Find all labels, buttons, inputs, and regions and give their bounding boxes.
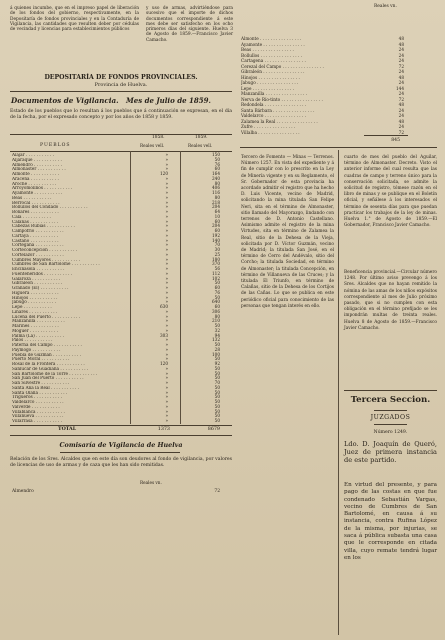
town-name: Jabugo . . . . . . . . . . . . . . . . — [241, 80, 299, 85]
amount-1859: 70 — [214, 242, 220, 248]
total-1859: 8679 — [207, 427, 220, 432]
amount-1859: 50 — [214, 342, 220, 347]
amount-1859: 50 — [214, 370, 220, 376]
town-name: Cerezal del Campo . . . . . . . . . . . . . . . . — [241, 63, 324, 69]
town-name: Palma (La) . . . . . . . . . . . — [12, 333, 65, 338]
amount-1859: 60 — [214, 304, 220, 309]
amount: 24 — [398, 113, 404, 118]
town-name: Almonte . . . . . . . . . . . . . . . . — [241, 36, 302, 41]
amount-1858: » — [165, 237, 168, 243]
amount-1859: 192 — [212, 232, 220, 238]
amount-1859: 50 — [214, 418, 220, 423]
amount-1858: » — [165, 285, 168, 290]
town-name: Galaroza . . . . . . . . . . . — [12, 276, 61, 281]
amount-1859: 60 — [214, 218, 220, 224]
documents-title: Documentos de Vigilancia. — [11, 96, 119, 105]
town-name: Castaño . . . . . . . . . . . — [12, 238, 59, 243]
amount-1859: 164 — [212, 171, 220, 176]
town-name: Bollullos del Condado . . . . . . . . . . . — [12, 205, 88, 210]
town-name: Paymogo . . . . . . . . . . . — [12, 347, 61, 352]
town-name: Cabezas Rubias . . . . . . . . . . . — [12, 224, 75, 229]
tercera-seccion-title: Tercera Seccion. — [350, 395, 431, 405]
amount-1858: » — [165, 418, 168, 423]
amount: 24 — [398, 80, 404, 85]
amount-1859: 132 — [212, 337, 220, 343]
amount-1858: 120 — [160, 171, 168, 176]
divider — [10, 91, 232, 92]
amount-1858: » — [165, 380, 168, 385]
intro-notice-left: á quienes incumbe, que en el impreso papel de liberación de los fondos del gobierno, respectivamente, en la Depositaría de fondos provinciales y en la Contaduría de Vigilancia, las cantidades que resulten deber por cédulas de vecindad y licencias para establecimientos públicos — [10, 6, 139, 33]
amount-1858: » — [165, 213, 168, 219]
town-name: Cortelazor . . . . . . . . . . . — [12, 252, 64, 257]
amount: 24 — [398, 107, 404, 113]
amount-1859: 218 — [212, 199, 220, 205]
amount: 72 — [398, 96, 404, 102]
town-name: Jabugo . . . . . . . . . . . — [12, 300, 57, 305]
column-header-reales-1859: Reales vell. — [188, 143, 213, 148]
amount-1859: 640 — [212, 299, 220, 305]
town-name: Valverde . . . . . . . . . . . — [12, 404, 60, 409]
town-name: Ayamonte . . . . . . . . . . . . . . . . — [241, 41, 305, 47]
amount-1858: » — [165, 408, 168, 414]
amount-1859: 50 — [214, 323, 220, 328]
amount-1858: 303 — [160, 332, 168, 338]
depositaria-subtitle: Provincia de Huelva. — [94, 82, 148, 88]
amount-1859: 76 — [214, 289, 220, 295]
amount-1859: 150 — [212, 152, 220, 157]
town-name: Rosal de la Frontera . . . . . . . . . . . — [12, 362, 85, 366]
town-name: Hinojos . . . . . . . . . . . . . . . . — [241, 74, 300, 80]
town-name: Santa Olalla . . . . . . . . . . . — [12, 390, 68, 395]
town-name: Campofrío . . . . . . . . . . . — [12, 229, 64, 233]
town-name: Aljaraque . . . . . . . . . . . — [12, 157, 62, 162]
town-name: Gibraleón . . . . . . . . . . . — [12, 281, 63, 286]
amount-1858: » — [165, 399, 168, 404]
amount-1859: 50 — [214, 394, 220, 400]
amount-1858: » — [165, 299, 168, 305]
amount-1858: » — [165, 218, 168, 224]
amount-1858: » — [165, 323, 168, 328]
intro-notice-middle: y uso de armas, advirtiéndose para sucesivo que el importe de dichos documentos correspondiente á este mes debe ser satisfecho en los ocho primeros días del siguiente. Huelva 3 de Agosto de 1859.—Francisco Javier Camacho. — [146, 6, 233, 43]
town-name: Santa Ana la Real . . . . . . . . . . . — [12, 385, 80, 390]
amount-1858: » — [165, 228, 168, 233]
amount-1858: » — [165, 313, 168, 319]
amount: 48 — [398, 74, 404, 80]
amount-1859: 50 — [214, 389, 220, 395]
amount: 24 — [398, 91, 404, 96]
amount-1858: » — [165, 356, 168, 362]
minas-text: Tercero de Fomento — Minas — Terrenos. Número 1257. En vista del expediente y á fin de cumplir con lo prescrito en la Ley de Minería vigente y en su Reglamento, el Sr. Gobernador de esta provincia ha acordado admitir el registro que ha hecho D. Luis Vicente, vecino de Madrid, solicitando la mina titulada San Felipe Neri, sita en el término de Almonaster, sitio llamado del Mayorazgo, lindando con terrenos de D. Antonio Castellano. Asimismo admite el registro de la mina Virtudes, sita en término de Zalamea la Real, sitio de la Dehesa de la Vieja, solicitada por D. Víctor Guzmán, vecino de Madrid; la titulada San José, en el término de Cerro del Andévalo, sitio del Corcho; la titulada Sociedad, en término de Almonaster; la titulada Concepción, en término de Villanueva de las Cruces; y la titulada El Triunfo, en término de Calañas, sitio de la Dehesa de los Cortijos de las Cañas. Lo que se publica en este periódico oficial para conocimiento de las personas que tengan interés en ello. — [241, 155, 334, 309]
town-name: Fuenteheridos . . . . . . . . . . . — [12, 271, 73, 276]
amount-1858: » — [165, 394, 168, 400]
relacion-text: Relación de los Sres. Alcaldes que en este día son deudores al fondo de vigilancia, por valores de licencias de uso de armas y de caza que les han sido remitidas. — [10, 457, 232, 469]
depositaria-title: DEPOSITARÍA DE FONDOS PROVINCIALES. — [44, 74, 198, 81]
amount-1859: 370 — [212, 261, 220, 267]
town-name: Higuera . . . . . . . . . . . — [12, 290, 59, 295]
amount-1858: » — [165, 175, 168, 181]
right-debtors-list — [241, 36, 441, 135]
amount-1859: 50 — [214, 365, 220, 371]
amount-1858: » — [165, 223, 168, 229]
amount-1858: » — [165, 266, 168, 271]
amount: 72 — [398, 129, 404, 135]
town-name: Moguer . . . . . . . . . . . — [12, 328, 58, 333]
documents-intro: Estado de los pueblos que lo resultan á los pueblos que á continuación se expresan, en el día de la fecha, por el expresado concepto y por los años de 1858 y 1859. — [10, 109, 232, 121]
amount-1859: 102 — [212, 275, 220, 281]
amount: 48 — [398, 41, 404, 47]
town-name: Aracena . . . . . . . . . . . — [12, 176, 59, 181]
amount-1858: » — [165, 403, 168, 409]
town-name: Palos . . . . . . . . . . . — [12, 338, 53, 343]
amount-1859: 140 — [212, 237, 220, 243]
table-row — [12, 419, 232, 424]
town-name: Hinojos . . . . . . . . . . . — [12, 295, 58, 300]
amount-1859: 60 — [214, 166, 220, 172]
relacion-row-value: 72 — [214, 489, 220, 494]
amount-1859: 50 — [214, 375, 220, 381]
comisaria-title: Comisaría de Vigilancia de Huelva — [59, 441, 183, 449]
amount-1859: 50 — [214, 413, 220, 419]
divider — [10, 435, 232, 436]
table-bottom-rule — [10, 425, 232, 426]
amount-1858: » — [165, 180, 168, 186]
edicto-text: En virtud del presente, y para pago de las costas en que fue condenado Sebastián Vargas, vecino de Cumbres de San Bartolomé, en causa á su instancia, contra Rufina López de la misma, por injurias, se saca á pública subasta una casa que le corresponde en citada villa, cuyo remate tendrá lugar en los — [344, 482, 437, 561]
amount-1858: » — [165, 370, 168, 376]
right-column-header: Reales vn. — [374, 4, 397, 9]
amount: 24 — [398, 52, 404, 58]
town-name: Almendro . . . . . . . . . . . — [12, 162, 62, 167]
town-name: Granado (El) . . . . . . . . . . . — [12, 286, 69, 290]
town-name: Lepe . . . . . . . . . . . . . . . . — [241, 85, 295, 91]
amount-1858: 120 — [160, 361, 168, 366]
town-name: Ayamonte . . . . . . . . . . . — [12, 191, 63, 195]
decreto-text: cuarto de mes del pueblo del Aguilar, término de Almonaster. Decreto. Visto el anterior informe del cual resulta que las cuadras de campo y terreno único para la conservación solicitada, se admite la solicitud de registro, tómese razón en el libro de minas y se publique en el Boletín oficial, y señálese á los interesados el término de sesenta días para que puedan practicar los trabajos de la ley de minas. Huelva 1.° de Agosto de 1859.—El Gobernador, Francisco Javier Camacho. — [344, 155, 437, 229]
town-name: Linares . . . . . . . . . . . — [12, 309, 58, 314]
amount-1859: 50 — [214, 403, 220, 409]
town-name: Gibraleón . . . . . . . . . . . . . . . . — [241, 69, 305, 74]
column-header-reales-1858: Reales vell. — [140, 143, 165, 148]
town-name: Trigueros . . . . . . . . . . . — [12, 395, 62, 400]
amount-1859: 210 — [212, 318, 220, 324]
town-name: Cortegana . . . . . . . . . . . — [12, 243, 64, 248]
town-name: Berrocal . . . . . . . . . . . — [12, 200, 60, 205]
town-name: Puerto Moral . . . . . . . . . . . — [12, 357, 70, 362]
amount-1858: » — [165, 308, 168, 314]
town-name: Lepe . . . . . . . . . . . — [12, 305, 52, 309]
amount: 72 — [398, 63, 404, 69]
amount-1859: 180 — [212, 256, 220, 262]
town-name: Zalamea la Real . . . . . . . . . . . . . . . . — [241, 118, 318, 124]
documents-month: Mes de Julio de 1859. — [126, 96, 211, 105]
amount-1858: » — [165, 318, 168, 324]
amount-1858: » — [165, 166, 168, 172]
amount: 24 — [398, 124, 404, 129]
town-name: San Silvestre . . . . . . . . . . . — [12, 381, 70, 385]
amount-1859: 100 — [212, 351, 220, 357]
amount-1858: » — [165, 194, 168, 200]
total-1858: 1373 — [157, 427, 170, 432]
amount-1859: 56 — [214, 266, 220, 271]
town-name: Villanueva . . . . . . . . . . . — [12, 414, 64, 419]
amount-1858: » — [165, 185, 168, 191]
amount-1858: » — [165, 199, 168, 205]
town-name: Manzanilla . . . . . . . . . . . — [12, 319, 65, 324]
amount-1859: 406 — [212, 185, 220, 191]
amount-1859: 240 — [212, 175, 220, 181]
amount-1858: » — [165, 204, 168, 210]
year-1859: 1859. — [195, 135, 208, 140]
amount-1858: » — [165, 342, 168, 347]
table-header-rule — [10, 151, 232, 152]
town-name: Almonaster . . . . . . . . . . . — [12, 167, 66, 172]
total-label: TOTAL — [58, 426, 77, 432]
town-name: Villalba . . . . . . . . . . . . . . . . — [241, 129, 300, 135]
town-name: San Bartolomé de la Torre . . . . . . . . . . . — [12, 371, 98, 376]
town-name: Arroyomolinos . . . . . . . . . . . — [12, 186, 73, 191]
town-name: Villarrasa . . . . . . . . . . . — [12, 419, 62, 423]
town-name: Corteconcepción . . . . . . . . . . . — [12, 248, 78, 252]
amount: 24 — [398, 47, 404, 52]
amount-1859: 50 — [214, 156, 220, 162]
town-name: Manzanilla . . . . . . . . . . . . . . . . — [241, 91, 307, 96]
town-name: Marines . . . . . . . . . . . — [12, 324, 59, 328]
amount: 48 — [398, 118, 404, 124]
amount-1859: 32 — [214, 327, 220, 333]
amount-1858: » — [165, 275, 168, 281]
amount-1859: 50 — [214, 384, 220, 390]
town-name: Villablanca . . . . . . . . . . . — [12, 409, 65, 414]
amount-1859: 80 — [214, 313, 220, 319]
amount-1859: 204 — [212, 204, 220, 210]
amount-1858: 630 — [160, 304, 168, 309]
amount-1858: » — [165, 270, 168, 276]
amount-1859: 92 — [214, 361, 220, 366]
amount-1858: » — [165, 413, 168, 419]
amount: 48 — [398, 102, 404, 107]
amount-1858: » — [165, 261, 168, 267]
town-name: Cartaya . . . . . . . . . . . — [12, 233, 59, 238]
amount-1859: 70 — [214, 380, 220, 385]
right-total-rule — [364, 135, 408, 136]
amount-1858: » — [165, 351, 168, 357]
beneficencia-text: Beneficencia provincial.—Circular número 1248. Por último aviso prevengo á los Sres. Alcaldes que no hayan remitido la nómina de las amas de los niños expósitos correspondiente al mes de Julio próximo pasado, que si no cumplen con esta obligación en el término prefijado se les impondrán multas de treinta reales. Huelva 8 de Agosto de 1859.—Francisco Javier Camacho. — [344, 270, 437, 331]
town-name: Cartagena . . . . . . . . . . . . . . . . — [241, 58, 306, 63]
relacion-row-name: Almendro — [12, 489, 34, 494]
town-name: Bollullos . . . . . . . . . . . . . . . . — [241, 52, 302, 58]
town-name: Paterna del Campo . . . . . . . . . . . — [12, 343, 82, 347]
town-name: Valdelarco . . . . . . . . . . . — [12, 400, 64, 404]
town-name: Puebla de Guzmán . . . . . . . . . . . — [12, 352, 82, 357]
amount-1859: 50 — [214, 399, 220, 404]
amount-1859: 25 — [214, 251, 220, 257]
amount-1859: 50 — [214, 356, 220, 362]
amount-1858: » — [165, 152, 168, 157]
town-name: Encinasola . . . . . . . . . . . — [12, 267, 65, 271]
town-name: San Juan del Puerto . . . . . . . . . . . — [12, 376, 84, 381]
amount: 144 — [396, 85, 404, 91]
amount-1859: 64 — [214, 209, 220, 214]
amount-1858: » — [165, 327, 168, 333]
amount-1858: » — [165, 156, 168, 162]
amount-1858: » — [165, 337, 168, 343]
town-name: Lucena del Puerto . . . . . . . . . . . — [12, 314, 81, 319]
amount-1858: » — [165, 294, 168, 300]
column-separator — [338, 150, 339, 635]
relacion-column-header: Reales vn. — [140, 480, 162, 485]
amount-1859: 80 — [214, 194, 220, 200]
town-name: Redondela . . . . . . . . . . . . . . . . — [241, 102, 307, 107]
town-name: Aroche . . . . . . . . . . . — [12, 181, 57, 186]
amount-1859: 76 — [214, 161, 220, 167]
amount-1858: » — [165, 389, 168, 395]
divider — [240, 147, 437, 148]
amount-1859: 116 — [212, 190, 220, 195]
town-name: Nerva de Río-tinto . . . . . . . . . . . . . . . . — [241, 96, 323, 102]
town-name: Santa Bárbara . . . . . . . . . . . . . . . . — [241, 107, 315, 113]
divider — [374, 410, 407, 411]
amount-1858: » — [165, 384, 168, 390]
edicto-number: Número 1249. — [373, 430, 408, 435]
amount-1858: » — [165, 161, 168, 167]
amount-1859: 94 — [214, 332, 220, 338]
amount-1858: » — [165, 247, 168, 252]
town-name: Valdelarco . . . . . . . . . . . . . . . . — [241, 113, 306, 118]
amount-1858: » — [165, 256, 168, 262]
amount: 48 — [398, 36, 404, 41]
amount-1859: 10 — [214, 213, 220, 219]
town-name: Cala . . . . . . . . . . . — [12, 214, 51, 219]
amount: 24 — [398, 69, 404, 74]
town-name: Bonares . . . . . . . . . . . — [12, 210, 59, 214]
amount-1858: » — [165, 346, 168, 352]
amount: 24 — [398, 58, 404, 63]
town-name: Beas . . . . . . . . . . . — [12, 195, 52, 200]
divider — [344, 390, 437, 391]
divider — [60, 452, 180, 453]
amount-1858: » — [165, 365, 168, 371]
juzgados-title: JUZGADOS — [370, 414, 411, 421]
amount-1859: 50 — [214, 280, 220, 286]
amount-1858: » — [165, 375, 168, 381]
amount-1858: » — [165, 242, 168, 248]
amount-1858: » — [165, 289, 168, 295]
town-name: Calañas . . . . . . . . . . . — [12, 219, 59, 224]
town-name: Sanlúcar de Guadiana . . . . . . . . . . . — [12, 366, 89, 371]
town-name: Alájar . . . . . . . . . . . — [12, 153, 54, 157]
amount-1859: 112 — [212, 270, 220, 276]
amount-1859: 60 — [214, 285, 220, 290]
town-name: Cumbres Mayores . . . . . . . . . . . — [12, 257, 81, 262]
amount-1859: 28 — [214, 346, 220, 352]
amount-1858: » — [165, 280, 168, 286]
debtors-table — [12, 153, 232, 424]
town-name: Cumbres de San Bartolomé . . . . . . . . . . . — [12, 262, 100, 267]
right-list-row — [241, 130, 441, 136]
amount-1859: 80 — [214, 180, 220, 186]
amount-1858: » — [165, 209, 168, 214]
town-name: Zufre . . . . . . . . . . . . . . . . — [241, 124, 296, 129]
amount-1858: » — [165, 190, 168, 195]
amount-1859: 204 — [212, 223, 220, 229]
amount-1859: 60 — [214, 228, 220, 233]
amount-1858: » — [165, 251, 168, 257]
amount-1859: 50 — [214, 408, 220, 414]
amount-1859: 30 — [214, 247, 220, 252]
column-header-pueblos: PUEBLOS — [40, 143, 71, 148]
amount-1859: 50 — [214, 294, 220, 300]
edicto-judge: Ldo. D. Joaquín de Queró, Juez de primera instancia de este partido. — [344, 440, 437, 464]
town-name: Almonte . . . . . . . . . . . — [12, 172, 59, 176]
year-1858: 1858. — [152, 135, 165, 140]
town-name: Beas . . . . . . . . . . . . . . . . — [241, 47, 294, 52]
divider — [374, 424, 407, 425]
amount-1858: » — [165, 232, 168, 238]
amount-1859: 306 — [212, 308, 220, 314]
right-total: 845 — [391, 138, 400, 143]
